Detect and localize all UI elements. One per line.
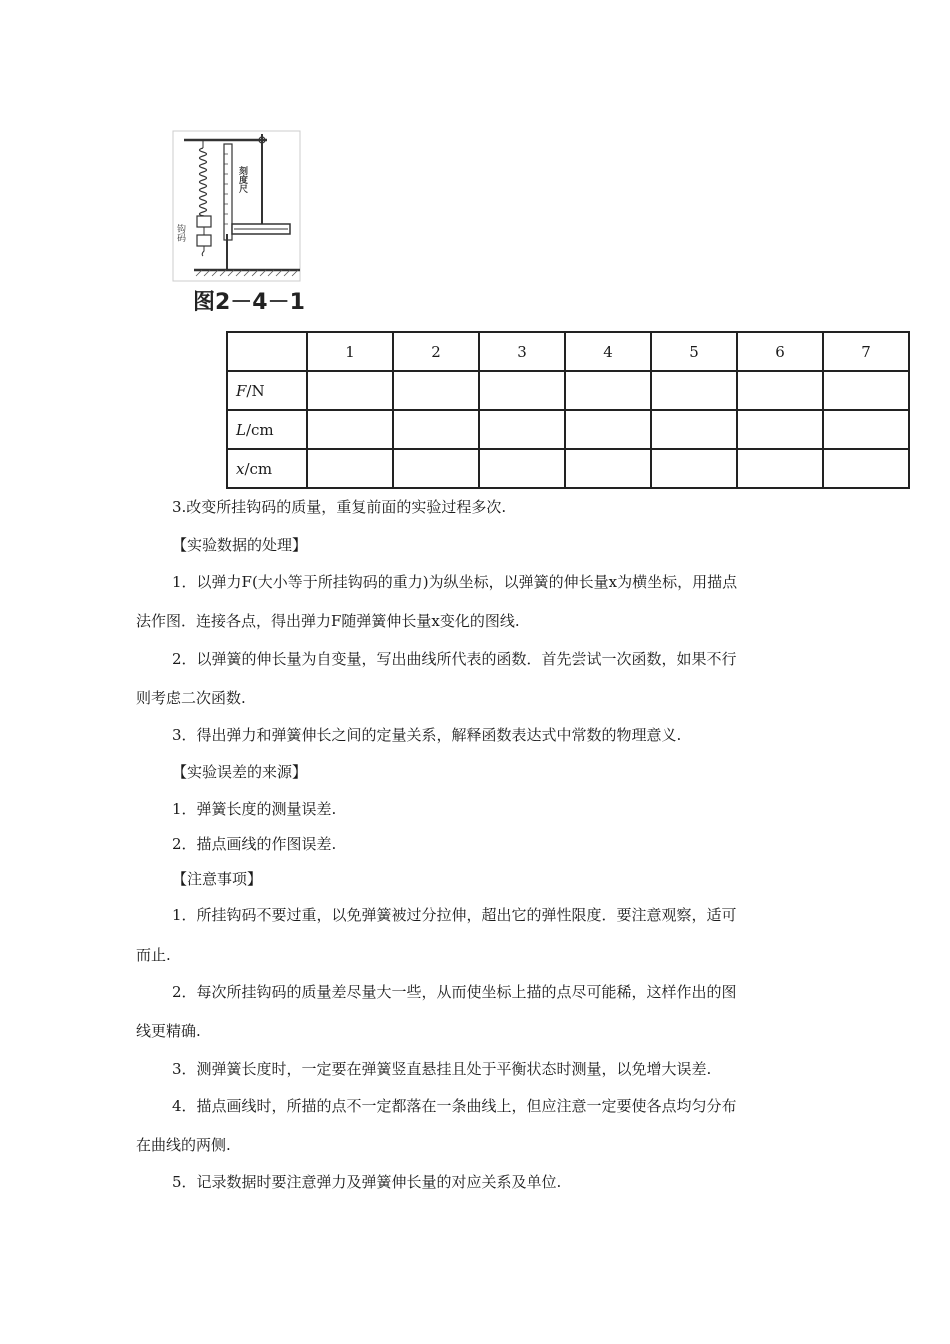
note-item-4-line1: 4．描点画线时，所描的点不一定都落在一条曲线上，但应注意一定要使各点均匀分布 bbox=[172, 1097, 737, 1115]
data-processing-heading: 【实验数据的处理】 bbox=[172, 536, 308, 554]
table-header-cell: 3 bbox=[479, 332, 565, 371]
data-item-1-line2: 法作图．连接各点，得出弹力F随弹簧伸长量x变化的图线. bbox=[136, 612, 520, 630]
table-cell bbox=[565, 449, 651, 488]
table-cell bbox=[651, 410, 737, 449]
table-cell bbox=[307, 410, 393, 449]
table-header-cell: 1 bbox=[307, 332, 393, 371]
table-cell bbox=[393, 410, 479, 449]
table-cell bbox=[823, 410, 909, 449]
table-cell bbox=[393, 371, 479, 410]
table-cell bbox=[823, 449, 909, 488]
data-table bbox=[226, 331, 910, 489]
table-cell bbox=[737, 371, 823, 410]
note-item-3: 3．测弹簧长度时，一定要在弹簧竖直悬挂且处于平衡状态时测量，以免增大误差. bbox=[172, 1060, 712, 1078]
weights-label: 钩码 bbox=[175, 224, 185, 242]
note-item-2-line2: 线更精确. bbox=[136, 1022, 201, 1040]
table-row bbox=[227, 449, 909, 488]
table-header-cell: 6 bbox=[737, 332, 823, 371]
table-header-cell: 2 bbox=[393, 332, 479, 371]
error-sources-heading: 【实验误差的来源】 bbox=[172, 763, 308, 781]
table-cell bbox=[651, 371, 737, 410]
ruler-label: 刻度尺 bbox=[237, 166, 247, 193]
table-cell bbox=[565, 371, 651, 410]
table-header-row bbox=[227, 332, 909, 371]
table-cell bbox=[393, 449, 479, 488]
data-item-1-line1: 1．以弹力F(大小等于所挂钩码的重力)为纵坐标，以弹簧的伸长量x为横坐标，用描点 bbox=[172, 573, 738, 591]
data-item-2-line2: 则考虑二次函数. bbox=[136, 689, 246, 707]
step-3-paragraph: 3.改变所挂钩码的质量，重复前面的实验过程多次. bbox=[172, 498, 507, 516]
data-item-3: 3．得出弹力和弹簧伸长之间的定量关系，解释函数表达式中常数的物理意义. bbox=[172, 726, 682, 744]
note-item-1-line1: 1．所挂钩码不要过重，以免弹簧被过分拉伸，超出它的弹性限度．要注意观察，适可 bbox=[172, 906, 737, 924]
table-cell bbox=[479, 410, 565, 449]
table-cell bbox=[823, 371, 909, 410]
apparatus-figure bbox=[172, 130, 302, 282]
table-cell bbox=[479, 371, 565, 410]
error-item-1: 1．弹簧长度的测量误差. bbox=[172, 800, 337, 818]
note-item-1-line2: 而止. bbox=[136, 946, 171, 964]
table-row bbox=[227, 410, 909, 449]
table-row bbox=[227, 371, 909, 410]
data-item-2-line1: 2．以弹簧的伸长量为自变量，写出曲线所代表的函数．首先尝试一次函数，如果不行 bbox=[172, 650, 737, 668]
note-item-2-line1: 2．每次所挂钩码的质量差尽量大一些，从而使坐标上描的点尽可能稀，这样作出的图 bbox=[172, 983, 737, 1001]
table-cell bbox=[737, 410, 823, 449]
row-label-force: F/N bbox=[227, 371, 307, 410]
row-label-extension: x/cm bbox=[227, 449, 307, 488]
table-header-cell: 5 bbox=[651, 332, 737, 371]
table-cell bbox=[307, 371, 393, 410]
table-header-cell: 4 bbox=[565, 332, 651, 371]
row-label-length: L/cm bbox=[227, 410, 307, 449]
spring-apparatus-diagram bbox=[172, 130, 302, 282]
figure-caption: 图2－4－1 bbox=[193, 290, 305, 315]
table-cell bbox=[479, 449, 565, 488]
error-item-2: 2．描点画线的作图误差. bbox=[172, 835, 337, 853]
table-cell bbox=[565, 410, 651, 449]
note-item-4-line2: 在曲线的两侧. bbox=[136, 1136, 231, 1154]
table-cell bbox=[651, 449, 737, 488]
table-cell bbox=[307, 449, 393, 488]
notes-heading: 【注意事项】 bbox=[172, 870, 263, 888]
table-header-cell: 7 bbox=[823, 332, 909, 371]
table-cell bbox=[737, 449, 823, 488]
table-corner-cell bbox=[227, 332, 307, 371]
note-item-5: 5．记录数据时要注意弹力及弹簧伸长量的对应关系及单位. bbox=[172, 1173, 562, 1191]
